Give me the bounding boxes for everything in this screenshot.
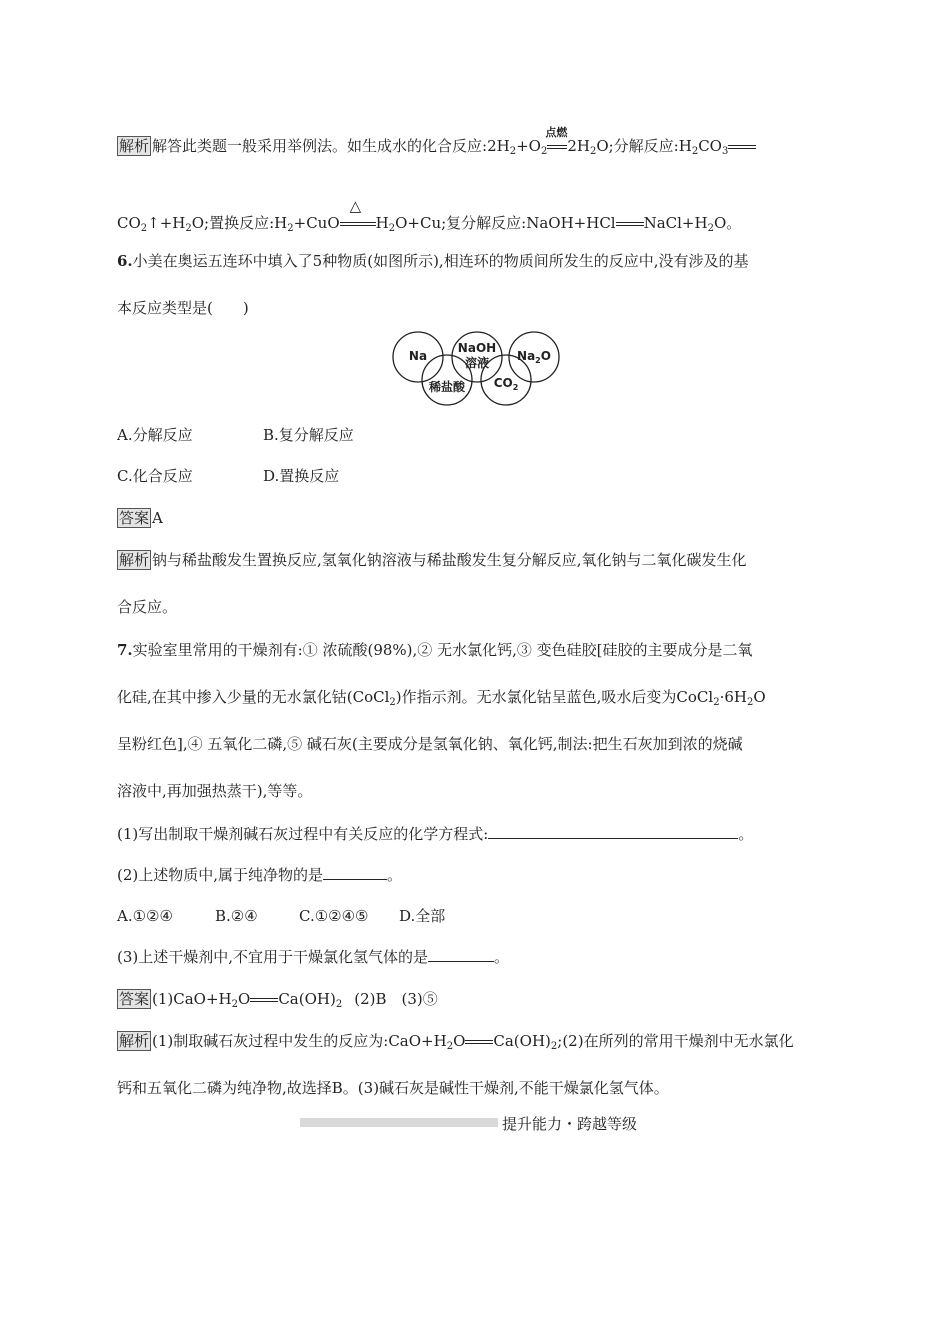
- q6-options-row2: [117, 466, 339, 486]
- q7-stem-line3: 呈粉红色],④ 五氧化二磷,⑤ 碱石灰(主要成分是氢氧化钠、氧化钙,制法:把生石灰加到浓的烧碱: [117, 735, 743, 753]
- option-d: D.置换反应: [263, 467, 340, 485]
- q6-options-row1: [117, 425, 354, 445]
- analysis-tag: 解析: [119, 137, 150, 155]
- answer-blank[interactable]: [428, 947, 494, 962]
- analysis-tag: 解析: [119, 551, 150, 569]
- q6-analysis-line1: 解析 钠与稀盐酸发生置换反应,氢氧化钠溶液与稀盐酸发生复分解反应,氧化钠与二氧化碳发生化: [119, 551, 747, 569]
- option-c: C.化合反应: [117, 467, 193, 485]
- q7-analysis-line2: 钙和五氧化二磷为纯净物,故选择B。(3)碱石灰是碱性干燥剂,不能干燥氯化氢气体。: [117, 1079, 669, 1097]
- equal-sign-icon: [728, 143, 756, 151]
- equal-sign-icon: [340, 197, 376, 228]
- answer-blank[interactable]: [488, 824, 738, 839]
- equal-sign-icon: [545, 126, 568, 151]
- choice-d: D.全部: [399, 907, 446, 925]
- question-number: 6.: [117, 252, 133, 270]
- equal-sign-icon: [616, 220, 644, 228]
- option-a: A.分解反应: [117, 426, 193, 444]
- q6-stem-line2: 本反应类型是( ): [117, 299, 249, 317]
- q6-stem-line1: 6.小美在奥运五连环中填入了5种物质(如图所示),相连环的物质间所发生的反应中,没有涉及的基: [117, 252, 749, 270]
- q5-analysis-line2: $CO_2↑+H_2O$;置换反应$:H_2+CuO$ △ $H_2O+Cu$;复分解反应:NaOH+HCl $NaCl+H_2O$。: [117, 197, 742, 234]
- q6-analysis-line2: 合反应。: [117, 598, 178, 616]
- q7-analysis-line1: 解析 (1)制取碱石灰过程中发生的反应为$:CaO+H_2O$ $Ca(OH)_2;(2)$在所列的常用干燥剂中无水氯化: [119, 1032, 794, 1052]
- ring3-label: $Na_2O$: [517, 349, 551, 365]
- answer-tag: 答案: [119, 509, 150, 527]
- equal-sign-icon: [250, 996, 278, 1004]
- q7-stem-line4: 溶液中,再加强热蒸干),等等。: [117, 782, 313, 800]
- option-b: B.复分解反应: [263, 426, 354, 444]
- ring5-label: $CO_2$: [493, 376, 519, 392]
- ring2-label-line2: 溶液: [464, 356, 490, 370]
- q7-subquestion-3: (3)上述干燥剂中,不宜用于干燥氯化氢气体的是 。: [117, 948, 510, 966]
- q5-analysis-line1: 解析 解答此类题一般采用举例法。如生成水的化合反应$:2H_2+O_2$ 点燃 $2H_2O$;分解反应$:H_2CO_3$: [117, 136, 756, 156]
- equal-sign-icon: [465, 1038, 493, 1046]
- condition-heat: △: [349, 197, 362, 215]
- ring4-label: 稀盐酸: [428, 380, 466, 394]
- choice-a: A.①②④: [117, 907, 173, 925]
- q7-stem-line1: 7.实验室里常用的干燥剂有:① 浓硫酸(98%),② 无水氯化钙,③ 变色硅胶[硅胶的主要成分是二氧: [117, 641, 753, 659]
- q7-subquestion-1: (1)写出制取干燥剂碱石灰过程中有关反应的化学方程式: 。: [117, 825, 754, 843]
- q7-subquestion-2: (2)上述物质中,属于纯净物的是 。: [117, 866, 403, 884]
- choice-b: B.②④: [215, 907, 258, 925]
- question-number: 7.: [117, 641, 133, 659]
- ring2-label-line1: NaOH: [457, 341, 497, 355]
- answer-blank[interactable]: [323, 865, 387, 880]
- q7-answer: 答案 $(1)CaO+H_2O$ $Ca(OH)_2$ (2)B (3)⑤: [119, 990, 438, 1010]
- olympic-rings-figure: [389, 330, 564, 410]
- q7-stem-line2: 化硅,在其中掺入少量的无水氯化钴(CoCl$_2$)作指示剂。无水氯化钴呈蓝色,吸水后变为$CoCl_2\cdot 6H_2O$: [117, 688, 766, 708]
- condition-burn: 点燃: [545, 126, 568, 139]
- answer-tag: 答案: [119, 990, 150, 1008]
- q6-answer: 答案 A: [119, 509, 163, 527]
- section-title: 提升能力・跨越等级: [502, 1115, 638, 1133]
- analysis-tag: 解析: [119, 1032, 150, 1050]
- q7-choices: [117, 906, 445, 926]
- ring1-label: Na: [408, 349, 428, 363]
- choice-c: C.①②④⑤: [299, 907, 369, 925]
- section-header-bar: [300, 1118, 498, 1127]
